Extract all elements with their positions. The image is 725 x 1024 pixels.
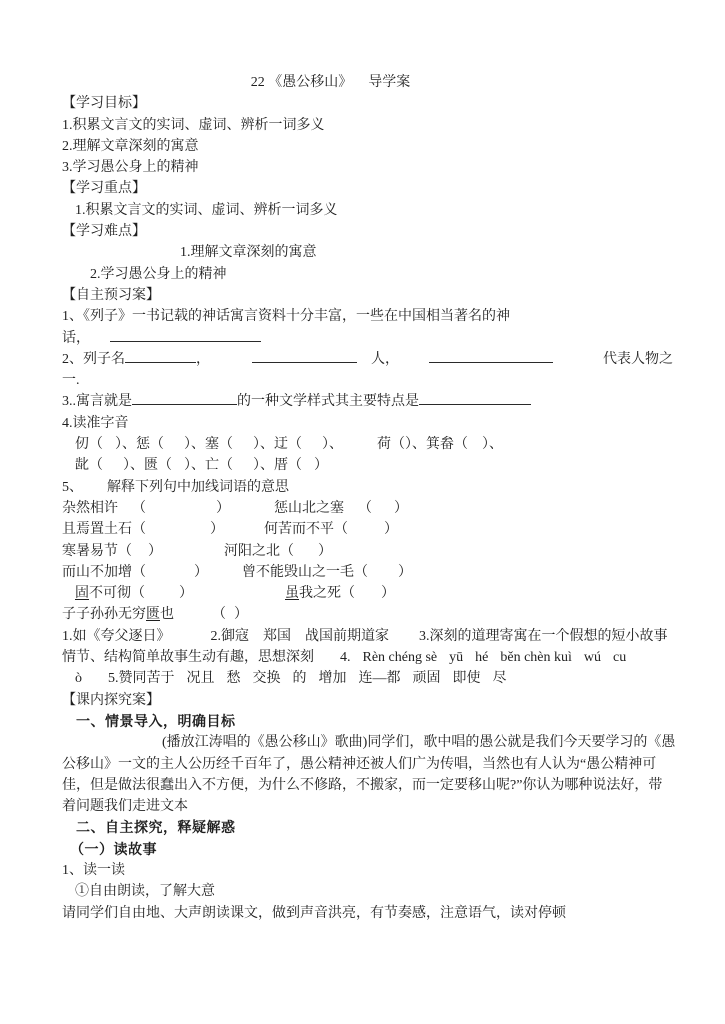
read-aloud-instruction [62, 903, 685, 924]
spacer [241, 681, 253, 682]
text-run: 2.学习愚公身上的精神 [90, 266, 227, 282]
text-run: 不可彻（ [89, 586, 145, 602]
text-run: 2、列子名 [62, 351, 125, 367]
underlined-word: 虽 [285, 586, 299, 602]
spacer [389, 639, 419, 640]
spacer [174, 617, 212, 618]
text-run: ）、厝（ [253, 458, 302, 474]
text-run: 【课内探究案】 [62, 692, 160, 708]
underlined-word: 固 [75, 586, 89, 602]
text-run: ） [381, 586, 395, 602]
q4-pinyin-row-1 [62, 434, 685, 455]
spacer [233, 468, 253, 469]
text-run: 荷（）、箕畚（ [377, 437, 468, 453]
spacer [401, 681, 413, 682]
text-run: 22 《愚公移山》 [250, 75, 353, 90]
q4-heading [62, 413, 685, 434]
section-learning-difficulty [62, 221, 685, 242]
q5-row-2 [62, 519, 685, 540]
spacer [302, 468, 314, 469]
text-run: 3.深刻的道理寄寓在一个假想的短小故事 [419, 628, 668, 644]
text-run: 也 [160, 607, 174, 623]
spacer [352, 85, 368, 86]
text-run: 尽 [492, 671, 507, 687]
q5-row-5 [62, 583, 685, 604]
text-run: 导学案 [368, 75, 411, 90]
text-run: 【学习重点】 [62, 181, 146, 197]
text-run: 的一种文学样式其主要特点是 [237, 394, 419, 410]
spacer [171, 639, 211, 640]
spacer [210, 362, 252, 363]
text-run: （ [212, 607, 226, 623]
spacer [355, 596, 381, 597]
text-run: 曾不能毁山之一毛（ [242, 564, 368, 580]
text-run: 5.赞同苦于 [108, 671, 175, 687]
q5-heading [62, 477, 685, 498]
spacer [357, 362, 371, 363]
spacer [347, 681, 359, 682]
underlined-word: 匮 [146, 607, 160, 623]
text-run: （一）读故事 [70, 840, 157, 857]
text-run: ） [314, 458, 328, 474]
text-run: 况且 [186, 671, 215, 687]
heading-scenario-intro [62, 711, 685, 732]
q5-row-6 [62, 604, 685, 625]
text-run: 公移山》一文的主人公历经千百年了，愚公精神还被人们广为传唱，当然也有人认为“愚公精神可 [62, 756, 657, 772]
q2-line-2 [62, 370, 685, 391]
goal-item-2 [62, 136, 685, 157]
spacer [132, 554, 148, 555]
text-run: 愁 [226, 671, 241, 687]
text-run: 代表人物之 [603, 351, 673, 367]
spacer [344, 511, 358, 512]
intro-paragraph-line-1 [62, 732, 685, 753]
text-run: 4.读准字音 [62, 415, 129, 431]
text-run: 3.学习愚公身上的精神 [62, 160, 199, 176]
text-run: hé [475, 650, 489, 666]
intro-paragraph-line-4 [62, 796, 685, 817]
read-aloud-sub-item [62, 881, 685, 902]
text-run: 顽固 [412, 671, 441, 687]
text-run: 2.理解文章深刻的寓意 [62, 138, 199, 154]
spacer [224, 532, 264, 533]
text-run: ） [384, 522, 398, 538]
text-run: 2.御寇 [210, 628, 249, 644]
text-run: ò [75, 671, 82, 687]
spacer [348, 532, 384, 533]
text-run: 河阳之北（ [224, 543, 294, 559]
spacer [468, 447, 482, 448]
read-aloud-item [62, 860, 685, 881]
section-learning-goals [62, 93, 685, 114]
spacer [441, 681, 453, 682]
text-run: 而山不加增（ [62, 564, 146, 580]
text-run: 【自主预习案】 [62, 287, 160, 303]
answers-line-1 [62, 626, 685, 647]
text-run: 1、读一读 [62, 862, 125, 878]
spacer [82, 681, 108, 682]
text-run: 子子孙孙无穷 [62, 607, 146, 623]
q5-row-3 [62, 541, 685, 562]
text-run: ）、迂（ [253, 437, 302, 453]
text-run: 寒暑易节（ [62, 543, 132, 559]
goal-item-1 [62, 115, 685, 136]
spacer [291, 639, 305, 640]
text-run: 1.积累文言文的实词、虚词、辨析一词多义 [62, 117, 325, 133]
spacer [215, 681, 227, 682]
spacer [572, 660, 584, 661]
spacer [553, 362, 603, 363]
q2-line-1 [62, 349, 685, 370]
spacer [372, 511, 394, 512]
focus-item-1 [62, 200, 685, 221]
spacer [233, 447, 253, 448]
text-run: 增加 [318, 671, 347, 687]
text-run: ， [196, 351, 210, 367]
text-run: 1.积累文言文的实词、虚词、辨析一词多义 [75, 202, 338, 218]
spacer [162, 554, 224, 555]
text-run: ） [234, 607, 248, 623]
spacer [226, 617, 234, 618]
text-run: 着问题我们走进文本 [62, 799, 188, 815]
spacer [488, 660, 500, 661]
section-learning-focus [62, 178, 685, 199]
spacer [281, 681, 293, 682]
text-run: 我之死（ [299, 586, 355, 602]
text-run: 杂然相许 [62, 500, 118, 516]
text-run: ）、 [482, 437, 503, 453]
text-run: ）、亡（ [184, 458, 233, 474]
q5-row-4 [62, 562, 685, 583]
text-run: （ [358, 500, 372, 516]
text-run: 且焉置土石（ [62, 522, 146, 538]
blank-underline [419, 391, 531, 405]
intro-paragraph-line-3 [62, 775, 685, 796]
text-run: 即使 [452, 671, 481, 687]
spacer [193, 596, 285, 597]
text-run: ） [210, 522, 224, 538]
text-run: wú [583, 650, 602, 666]
text-run: (播放江涛唱的《愚公移山》歌曲)同学们，歌中唱的愚公就是我们今天要学习的《愚 [162, 735, 676, 751]
text-run: 【学习目标】 [62, 96, 146, 112]
q1-line-2 [62, 328, 685, 349]
text-run: 5、 [62, 479, 83, 495]
text-run: 解释下列句中加线词语的意思 [107, 479, 289, 495]
text-run: 佳，但是做法很蠢出入不方便，为什么不修路，不搬家，而一定要移山呢?”你认为哪种说法好，带 [62, 777, 663, 793]
text-run: 的 [292, 671, 307, 687]
difficulty-item-2 [62, 264, 685, 285]
intro-paragraph-line-2 [62, 754, 685, 775]
spacer [90, 341, 110, 342]
spacer [249, 639, 263, 640]
spacer [437, 660, 449, 661]
text-run: cu [613, 650, 627, 666]
spacer [208, 575, 242, 576]
spacer [83, 490, 107, 491]
spacer [302, 447, 322, 448]
text-run: 何苦而不平（ [264, 522, 348, 538]
q3-line [62, 391, 685, 412]
spacer [601, 660, 613, 661]
blank-underline [125, 349, 196, 363]
section-self-study [62, 285, 685, 306]
spacer [118, 511, 132, 512]
text-run: ）、惩（ [115, 437, 164, 453]
blank-underline [252, 349, 357, 363]
blank-underline [110, 328, 261, 342]
text-run: ） [194, 564, 208, 580]
text-run: 人， [371, 351, 399, 367]
text-run: 一、情景导入，明确目标 [76, 712, 236, 729]
blank-underline [132, 391, 237, 405]
text-run: 仞（ [75, 437, 103, 453]
spacer [307, 681, 319, 682]
text-run: Rèn chéng sè [362, 650, 438, 666]
text-run: ①自由朗读，了解大意 [75, 884, 215, 900]
text-run: ） [318, 543, 332, 559]
heading-read-story [62, 839, 685, 860]
section-class-inquiry [62, 690, 685, 711]
spacer [294, 554, 318, 555]
text-run: 【学习难点】 [62, 224, 146, 240]
spacer [146, 511, 216, 512]
text-run: ）、 [322, 437, 343, 453]
q5-row-1 [62, 498, 685, 519]
spacer [481, 681, 493, 682]
spacer [368, 575, 398, 576]
spacer [230, 511, 274, 512]
spacer [103, 468, 123, 469]
text-run: 1、《列子》一书记载的神话寓言资料十分丰富，一些在中国相当著名的神 [62, 309, 510, 325]
text-run: yū [449, 650, 464, 666]
text-run: 1.理解文章深刻的寓意 [180, 245, 317, 261]
text-run: 话， [62, 330, 90, 346]
spacer [145, 596, 179, 597]
spacer [146, 532, 210, 533]
text-run: 惩山北之塞 [274, 500, 344, 516]
spacer [463, 660, 475, 661]
text-run: běn chèn kuì [500, 650, 572, 666]
text-run: ）、匮（ [123, 458, 172, 474]
text-run: 1.如《夸父逐日》 [62, 628, 171, 644]
text-run: 3..寓言就是 [62, 394, 132, 410]
text-run: 郑国 [263, 628, 291, 644]
spacer [103, 447, 115, 448]
text-run: 交换 [252, 671, 281, 687]
spacer [175, 681, 187, 682]
q1-line-1 [62, 306, 685, 327]
answers-line-3 [62, 668, 685, 689]
text-run: 战国前期道家 [305, 628, 389, 644]
text-run: ）、塞（ [184, 437, 233, 453]
difficulty-item-1 [62, 242, 685, 263]
heading-self-exploration [62, 817, 685, 838]
text-run: ） [179, 586, 193, 602]
spacer [351, 660, 363, 661]
answers-line-2 [62, 647, 685, 668]
text-run: （ [132, 500, 146, 516]
text-run: 4. [340, 650, 351, 666]
text-run: 请同学们自由地、大声朗读课文，做到声音洪亮，有节奏感，注意语气，读对停顿 [62, 905, 566, 921]
text-run: ） [394, 500, 408, 516]
text-run: 一. [62, 373, 80, 389]
text-run: 连—都 [358, 671, 401, 687]
text-run: 龀（ [75, 458, 103, 474]
spacer [146, 575, 194, 576]
q4-pinyin-row-2 [62, 455, 685, 476]
spacer [343, 447, 377, 448]
spacer [314, 660, 340, 661]
spacer [399, 362, 429, 363]
text-run: 情节、结构简单故事生动有趣，思想深刻 [62, 650, 314, 666]
spacer [164, 447, 184, 448]
text-run: 二、自主探究，释疑解惑 [76, 819, 236, 836]
text-run: ） [148, 543, 162, 559]
text-run: ） [216, 500, 230, 516]
blank-underline [429, 349, 553, 363]
text-run: ） [398, 564, 412, 580]
doc-title [62, 72, 685, 93]
goal-item-3 [62, 157, 685, 178]
spacer [172, 468, 184, 469]
